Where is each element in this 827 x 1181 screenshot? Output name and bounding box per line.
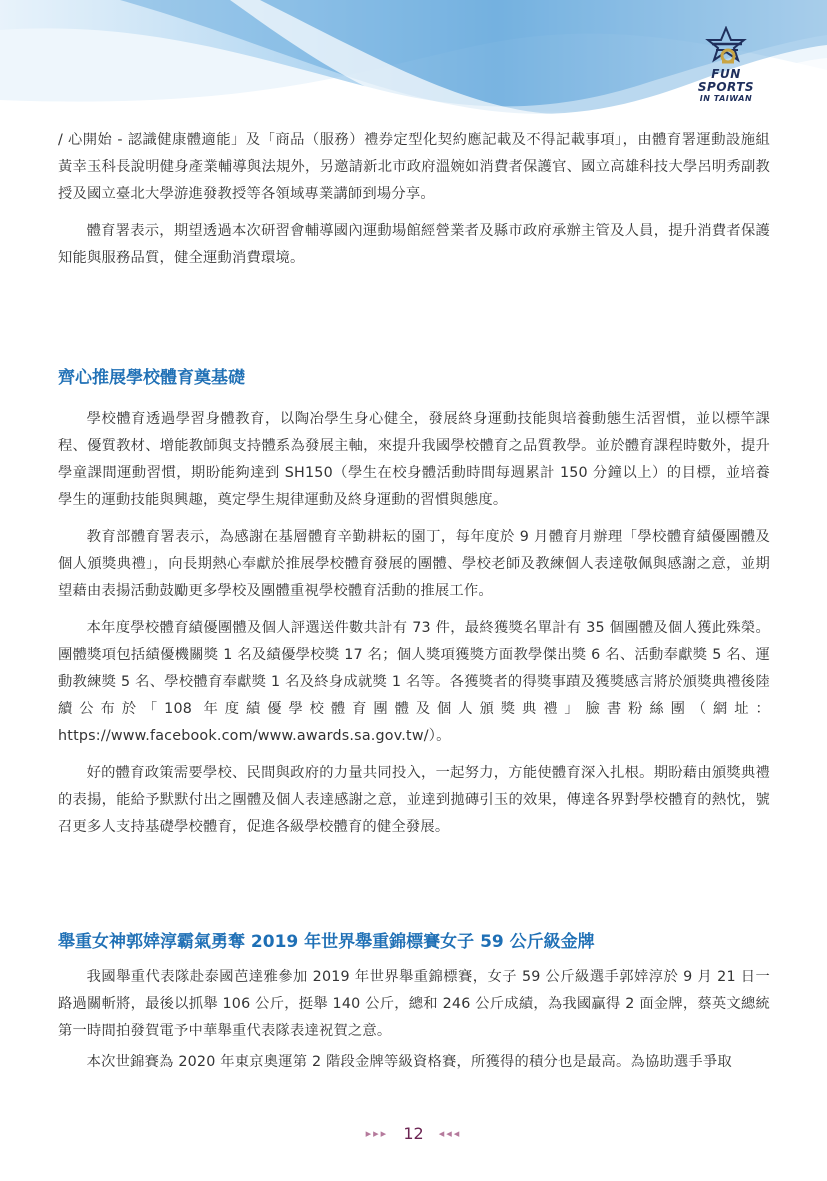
section2-paragraph-2: 本次世錦賽為 2020 年東京奧運第 2 階段金牌等級資格賽，所獲得的積分也是最高。為協助選手爭取	[86, 1054, 732, 1070]
section1-paragraph-3: 本年度學校體育績優團體及個人評選送件數共計有 73 件，最終獲獎名單計有 35 個團體及個人獲此殊榮。團體獎項包括績優機關獎 1 名及績優學校獎 17 名；個人獎項獲獎方面教學傑出獎 6 名、活動奉獻獎 5 名、運動教練獎 5 名、學校體育奉獻獎 1 名及終身成就獎 1 名等。各獲獎者的得獎事蹟及獲獎感言將於頒獎典禮後陸續公布於「108 年度績優學校體育團體及個人頒獎典禮」臉書粉絲團（網址：https://www.facebook.com/www.awards.sa.gov.tw/）。	[58, 620, 770, 744]
logo-text-line2: IN TAIWAN	[699, 94, 753, 103]
section-title: 齊心推展學校體育奠基礎	[58, 368, 245, 388]
section1-paragraph-4: 好的體育政策需要學校、民間與政府的力量共同投入，一起努力，方能使體育深入扎根。期盼藉由頒獎典禮的表揚，能給予默默付出之團體及個人表達感謝之意，並達到拋磚引玉的效果，傳達各界對學校體育的熱忱，號召更多人支持基礎學校體育，促進各級學校體育的健全發展。	[58, 765, 770, 835]
section-title: 舉重女神郭婞淳霸氣勇奪 2019 年世界舉重錦標賽女子 59 公斤級金牌	[58, 932, 595, 952]
intro-paragraph-2: 體育署表示，期望透過本次研習會輔導國內運動場館經營業者及縣市政府承辦主管及人員，提升消費者保護知能與服務品質，健全運動消費環境。	[58, 223, 770, 266]
intro-paragraph-1: / 心開始 - 認識健康體適能」及「商品（服務）禮券定型化契約應記載及不得記載事項」，由體育署運動設施組黃幸玉科長說明健身產業輔導與法規外，另邀請新北市政府溫婉如消費者保護官、國立高雄科技大學呂明秀副教授及國立臺北大學游進發教授等各領域專業講師到場分享。	[58, 132, 770, 202]
left-arrow-marks-icon: ▸▸▸	[365, 1127, 389, 1140]
right-arrow-marks-icon: ◂◂◂	[438, 1127, 462, 1140]
page-footer	[0, 1124, 827, 1143]
star-runner-icon	[698, 26, 754, 66]
section1-paragraph-2: 教育部體育署表示，為感謝在基層體育辛勤耕耘的園丁，每年度於 9 月體育月辦理「學校體育績優團體及個人頒獎典禮」，向長期熱心奉獻於推展學校體育發展的團體、學校老師及教練個人表達敬佩與感謝之意，並期望藉由表揚活動鼓勵更多學校及團體重視學校體育活動的推展工作。	[58, 529, 770, 599]
section-weightlifting	[58, 930, 770, 1076]
section1-paragraph-1: 學校體育透過學習身體教育，以陶冶學生身心健全，發展終身運動技能與培養動態生活習慣，並以標竿課程、優質教材、增能教師與支持體系為發展主軸，來提升我國學校體育之品質教學。並於體育課程時數外，提升學童課間運動習慣，期盼能夠達到 SH150（學生在校身體活動時間每週累計 150 分鐘以上）的目標，並培養學生的運動技能與興趣，奠定學生規律運動及終身運動的習慣與態度。	[58, 411, 770, 508]
page-number: 12	[403, 1124, 424, 1143]
fun-sports-logo	[681, 26, 771, 104]
section2-paragraph-1: 我國舉重代表隊赴泰國芭達雅參加 2019 年世界舉重錦標賽，女子 59 公斤級選手郭婞淳於 9 月 21 日一路過關斬將，最後以抓舉 106 公斤，挺舉 140 公斤，總和 246 公斤成績，為我國贏得 2 面金牌，蔡英文總統第一時間拍發賀電予中華舉重代表隊表達祝賀之意。	[58, 969, 770, 1039]
intro-block	[58, 127, 770, 272]
section-school-sports	[58, 366, 770, 841]
logo-text-line1: FUN SPORTS	[697, 67, 755, 94]
